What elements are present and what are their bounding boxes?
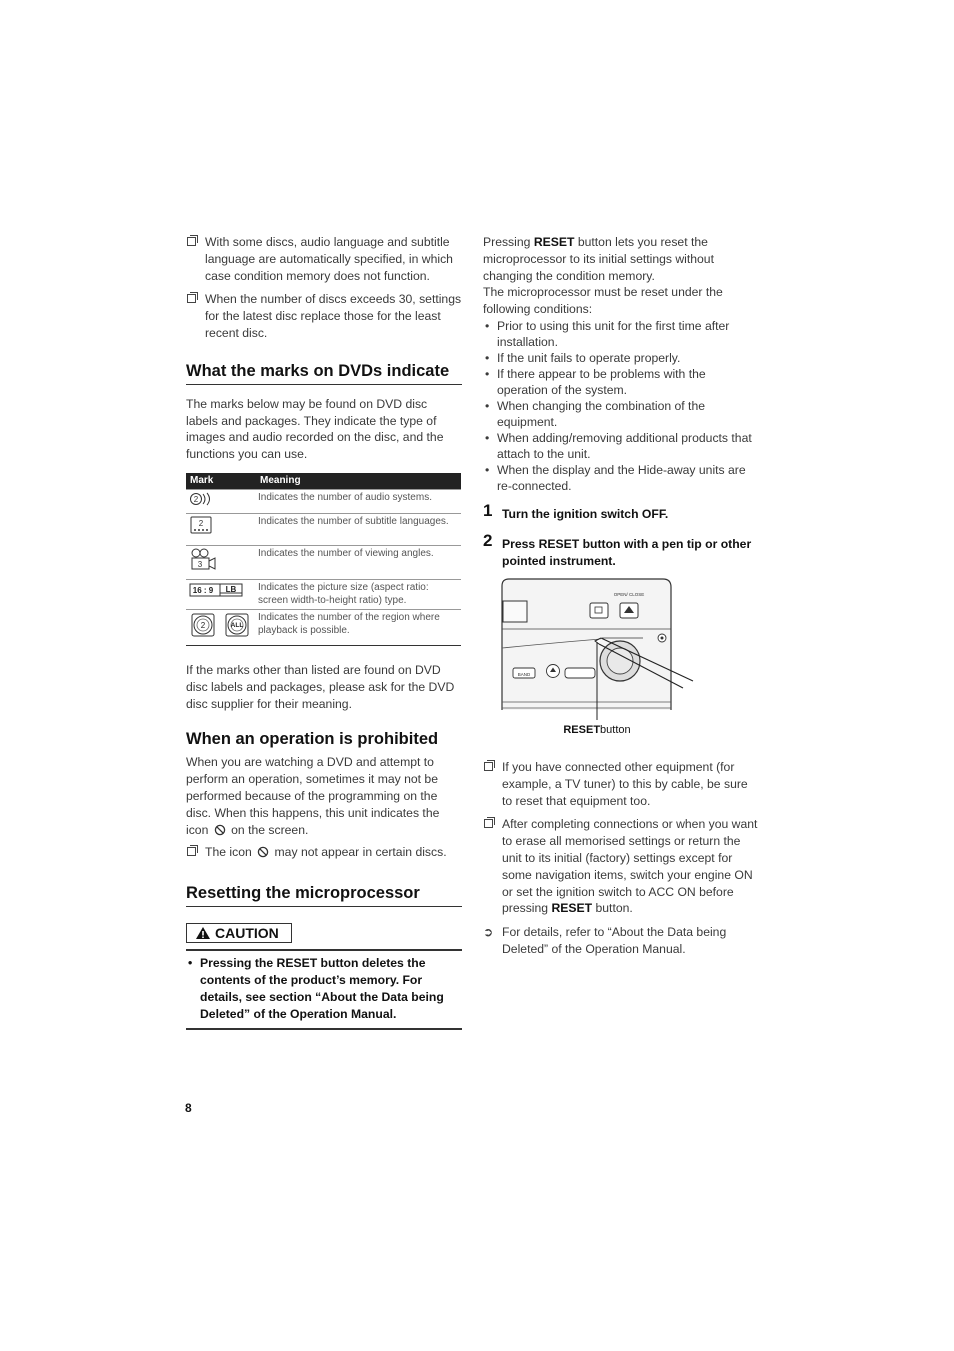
note-prohibited-icon: The icon may not appear in certain discs. bbox=[186, 844, 462, 861]
conditions-list bbox=[483, 318, 759, 494]
prohibited-body: When you are watching a DVD and attempt to perform an operation, sometimes it may not be performed because of the programming on the disc. When this happens, this unit indicates the icon on the screen. bbox=[186, 755, 440, 837]
meaning-cell: Indicates the picture size (aspect ratio: screen width-to-height ratio) type. bbox=[256, 579, 461, 609]
marks-table-header bbox=[186, 473, 461, 490]
meaning-cell: Indicates the number of subtitle languages. bbox=[256, 513, 461, 545]
table-row bbox=[186, 489, 461, 513]
table-row bbox=[186, 579, 461, 609]
step-number: 2 bbox=[483, 530, 493, 550]
mark-cell bbox=[186, 545, 256, 579]
marks-intro: The marks below may be found on DVD disc labels and packages. They indicate the type of images and audio recorded on the disc, and the functions you can use. bbox=[186, 396, 444, 462]
meaning-cell: Indicates the number of audio systems. bbox=[256, 489, 461, 513]
prohibited-icon bbox=[214, 824, 226, 836]
region-number: 2 bbox=[200, 620, 206, 630]
left-column bbox=[186, 234, 462, 1030]
column-header-mark: Mark bbox=[186, 473, 256, 490]
mark-cell bbox=[186, 513, 256, 545]
prohibited-icon bbox=[257, 846, 269, 858]
audio-systems-icon bbox=[188, 491, 218, 507]
reset-figure bbox=[483, 578, 695, 740]
meaning-cell: Indicates the number of the region where playback is possible. bbox=[256, 609, 461, 645]
note-square-icon bbox=[187, 237, 196, 246]
caution-list bbox=[186, 949, 462, 1030]
audio-number: 2 bbox=[193, 494, 199, 504]
note-erase-settings: After completing connections or when you want to erase all memorised settings or return the unit to its initial (factory) settings except for some navigation items, switch your engine ON or set the ignition switch to ACC ON before pressing RESET button. bbox=[483, 816, 759, 917]
angle-number: 3 bbox=[197, 559, 203, 569]
note-square-icon bbox=[187, 847, 196, 856]
list-item: • Prior to using this unit for the first time after installation. bbox=[483, 318, 759, 350]
list-item: • If the unit fails to operate properly. bbox=[483, 350, 759, 366]
step-number: 1 bbox=[483, 500, 493, 520]
aspect-ratio-icon bbox=[188, 581, 244, 599]
subtitle-languages-icon bbox=[188, 515, 214, 537]
region-icon bbox=[188, 611, 250, 639]
list-item: • If there appear to be problems with the operation of the system. bbox=[483, 366, 759, 398]
table-row bbox=[186, 513, 461, 545]
list-item: • When changing the combination of the equipment. bbox=[483, 398, 759, 430]
marks-outro: If the marks other than listed are found on DVD disc labels and packages, please ask for the DVD disc supplier for their meaning. bbox=[186, 662, 455, 711]
warning-icon bbox=[195, 926, 211, 940]
page-number: 8 bbox=[185, 1101, 192, 1115]
note-square-icon bbox=[484, 819, 493, 828]
section-title-marks: What the marks on DVDs indicate bbox=[186, 362, 462, 385]
conditions-intro: The microprocessor must be reset under the following conditions: bbox=[483, 285, 723, 317]
aspect-ratio-text: 16 : 9 bbox=[192, 585, 214, 595]
table-row bbox=[186, 609, 461, 645]
subtitle-number: 2 bbox=[198, 518, 204, 528]
figure-caption-rest: button bbox=[600, 723, 631, 736]
note-square-icon bbox=[187, 294, 196, 303]
section-title-reset: Resetting the microprocessor bbox=[186, 884, 462, 907]
region-all-text: ALL bbox=[230, 621, 244, 629]
list-item: • When the display and the Hide-away units are re-connected. bbox=[483, 462, 759, 494]
figure-caption-bold: RESET bbox=[563, 723, 601, 736]
aspect-lb-text: LB bbox=[225, 584, 237, 594]
reset-intro: Pressing RESET button lets you reset the microprocessor to its initial settings without changing the condition memory. bbox=[483, 235, 714, 283]
meaning-cell: Indicates the number of viewing angles. bbox=[256, 545, 461, 579]
viewing-angles-icon bbox=[188, 547, 218, 573]
caution-text: • Pressing the RESET button deletes the contents of the product’s memory. For details, see section “About the Data being Deleted” of the Operation Manual. bbox=[186, 955, 462, 1022]
note-square-icon bbox=[484, 762, 493, 771]
note-reference: ➲ For details, refer to “About the Data being Deleted” of the Operation Manual. bbox=[483, 925, 727, 956]
table-row bbox=[186, 545, 461, 579]
mark-cell bbox=[186, 489, 256, 513]
note-auto-language: With some discs, audio language and subtitle language are automatically specified, in which case condition memory does not function. bbox=[186, 234, 462, 284]
section-title-prohibited: When an operation is prohibited bbox=[186, 730, 439, 749]
right-column bbox=[483, 234, 759, 965]
open-close-label: OPEN/ CLOSE bbox=[613, 591, 645, 597]
mark-cell bbox=[186, 609, 256, 645]
note-reset-other-equipment: If you have connected other equipment (for example, a TV tuner) to this by cable, be sure to reset that equipment too. bbox=[483, 759, 759, 809]
marks-table bbox=[186, 473, 461, 646]
step-2: 2 Press RESET button with a pen tip or other pointed instrument. bbox=[483, 530, 752, 568]
band-label: BAND bbox=[517, 671, 531, 677]
arrow-icon: ➲ bbox=[483, 925, 494, 940]
column-header-meaning: Meaning bbox=[256, 473, 461, 490]
caution-label: CAUTION bbox=[186, 923, 292, 943]
mark-cell bbox=[186, 579, 256, 609]
figure-caption bbox=[563, 724, 630, 736]
step-1: 1 Turn the ignition switch OFF. bbox=[483, 500, 669, 521]
list-item: • When adding/removing additional products that attach to the unit. bbox=[483, 430, 759, 462]
note-disc-limit: When the number of discs exceeds 30, settings for the latest disc replace those for the least recent disc. bbox=[186, 291, 462, 341]
